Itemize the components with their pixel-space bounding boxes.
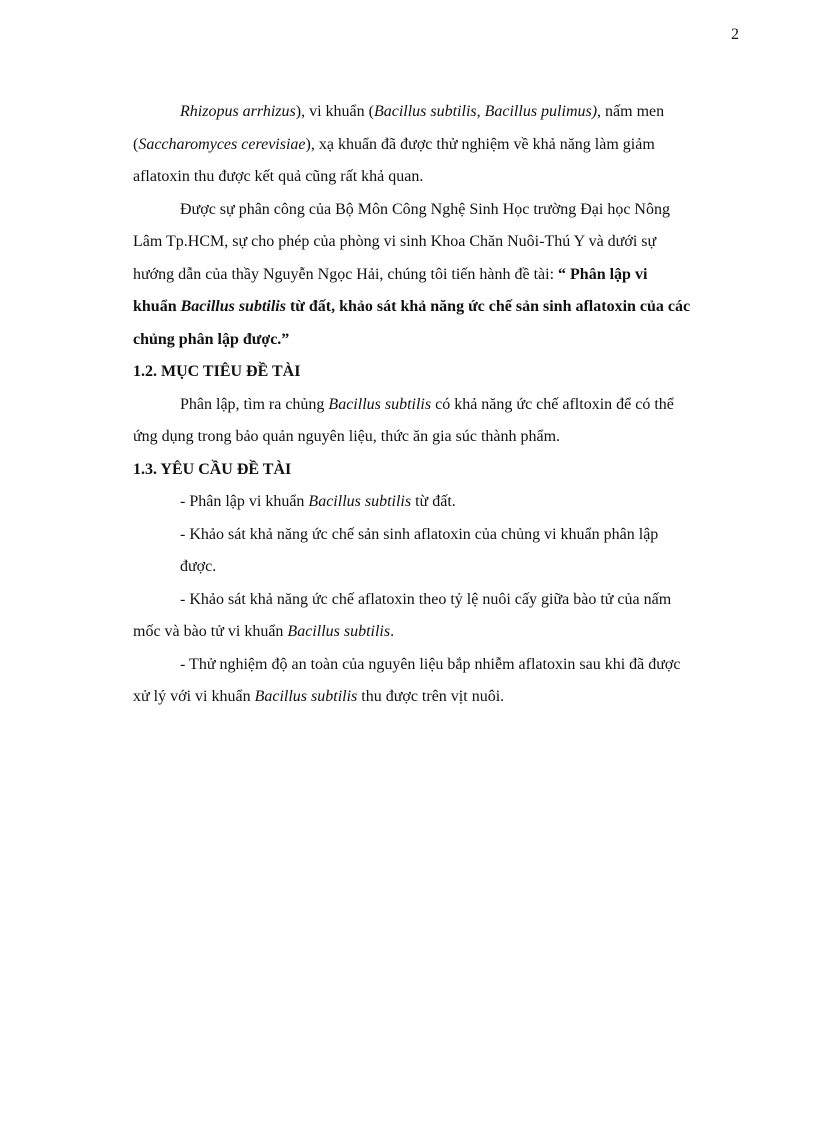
list-item-continuation: được. (180, 558, 217, 575)
text-line: aflatoxin thu được kết quả cũng rất khả quan. (133, 168, 424, 185)
list-item-continuation: mốc và bào tử vi khuẩn Bacillus subtilis. (133, 623, 395, 640)
thesis-title-line: khuẩn Bacillus subtilis từ đất, khảo sát khả năng ức chế sản sinh aflatoxin của các (133, 298, 691, 315)
text-line: Phân lập, tìm ra chủng Bacillus subtilis có khả năng ức chế afltoxin để có thể (180, 395, 674, 413)
text-line: Lâm Tp.HCM, sự cho phép của phòng vi sinh Khoa Chăn Nuôi-Thú Y và dưới sự (133, 233, 657, 250)
italic-term: Bacillus subtilis, Bacillus pulimus) (373, 103, 598, 120)
paragraph-intro-continued (133, 96, 723, 194)
section-heading-objectives: 1.2. MỤC TIÊU ĐỀ TÀI (133, 363, 301, 380)
text-line: hướng dẫn của thầy Nguyễn Ngọc Hải, chúng tôi tiến hành đề tài: “ Phân lập vi (133, 265, 648, 283)
italic-term: Rhizopus arrhizus (180, 103, 296, 120)
section-heading-requirements: 1.3. YÊU CẦU ĐỀ TÀI (133, 460, 292, 478)
list-item: - Khảo sát khả năng ức chế sản sinh aflatoxin của chủng vi khuẩn phân lập (180, 525, 659, 543)
paragraph-assignment (133, 194, 723, 357)
thesis-title-line: chủng phân lập được.” (133, 330, 290, 348)
document-body (133, 96, 723, 714)
list-item: - Thử nghiệm độ an toàn của nguyên liệu bắp nhiễm aflatoxin sau khi đã được (180, 655, 681, 673)
text-line: ứng dụng trong bảo quản nguyên liệu, thức ăn gia súc thành phẩm. (133, 428, 561, 445)
italic-term: Bacillus subtilis (287, 623, 391, 640)
list-item: - Phân lập vi khuẩn Bacillus subtilis từ đất. (180, 493, 456, 510)
italic-term: Bacillus subtilis (328, 395, 432, 413)
list-item-continuation: xử lý với vi khuẩn Bacillus subtilis thu được trên vịt nuôi. (133, 688, 505, 705)
text-line: Được sự phân công của Bộ Môn Công Nghệ Sinh Học trường Đại học Nông (180, 200, 670, 218)
list-item: - Khảo sát khả năng ức chế aflatoxin theo tỷ lệ nuôi cấy giữa bào tử của nấm (180, 590, 672, 608)
italic-term: Bacillus subtilis (180, 298, 286, 315)
requirements-list (133, 486, 723, 714)
paragraph-objectives (133, 389, 723, 454)
page-number: 2 (731, 26, 739, 43)
thesis-title: “ Phân lập vi (558, 265, 648, 283)
italic-term: Bacillus subtilis (254, 688, 358, 705)
text-line: Rhizopus arrhizus), vi khuẩn (Bacillus subtilis, Bacillus pulimus), nấm men (180, 103, 665, 120)
italic-term: Bacillus subtilis (308, 493, 412, 510)
italic-term: Saccharomyces cerevisiae (138, 135, 306, 153)
text-line: (Saccharomyces cerevisiae), xạ khuẩn đã được thử nghiệm về khả năng làm giảm (133, 135, 655, 153)
